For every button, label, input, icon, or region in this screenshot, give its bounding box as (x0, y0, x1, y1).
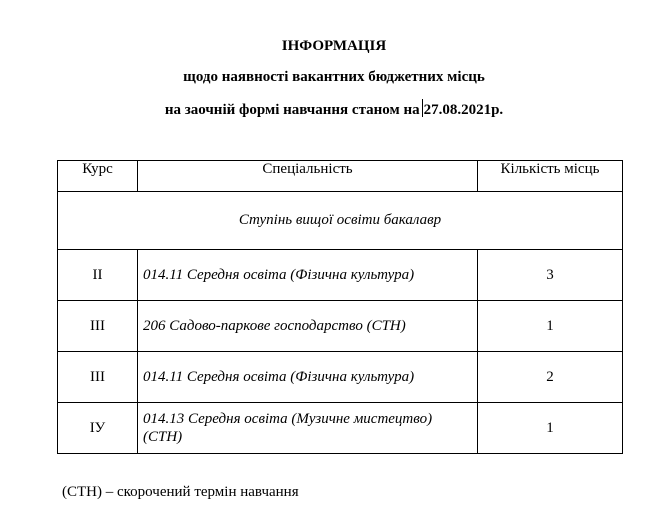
degree-row (58, 192, 623, 250)
cell-course: ІІІ (58, 352, 138, 403)
document-subtitle-line2 (0, 99, 668, 119)
footnote: (СТН) – скорочений термін навчання (62, 484, 299, 500)
cell-places: 1 (478, 403, 623, 454)
cell-specialty: 014.11 Середня освіта (Фізична культура) (138, 352, 478, 403)
table-row (58, 301, 623, 352)
cell-course: ІУ (58, 403, 138, 454)
document-title: ІНФОРМАЦІЯ (281, 38, 387, 54)
cell-specialty: 014.11 Середня освіта (Фізична культура) (138, 250, 478, 301)
cell-places: 3 (478, 250, 623, 301)
table-row (58, 250, 623, 301)
text-cursor (422, 99, 423, 117)
cell-course: ІІІ (58, 301, 138, 352)
cell-specialty: 014.13 Середня освіта (Музичне мистецтво) (СТН) (138, 403, 478, 454)
cell-specialty: 206 Садово-паркове господарство (СТН) (138, 301, 478, 352)
subtitle-date: 27.08.2021р. (423, 102, 504, 118)
subtitle-prefix: на заочній формі навчання станом на (164, 102, 420, 118)
header-specialty: Спеціальність (138, 161, 478, 192)
cell-course: ІІ (58, 250, 138, 301)
cell-places: 2 (478, 352, 623, 403)
table-row (58, 403, 623, 454)
table-header-row (58, 161, 623, 192)
document-subtitle-line1: щодо наявності вакантних бюджетних місць (183, 69, 485, 85)
table-row (58, 352, 623, 403)
degree-label: Ступінь вищої освіти бакалавр (58, 192, 623, 250)
header-places: Кількість місць (478, 161, 623, 192)
cell-places: 1 (478, 301, 623, 352)
vacancies-table (57, 160, 623, 454)
header-course: Курс (58, 161, 138, 192)
